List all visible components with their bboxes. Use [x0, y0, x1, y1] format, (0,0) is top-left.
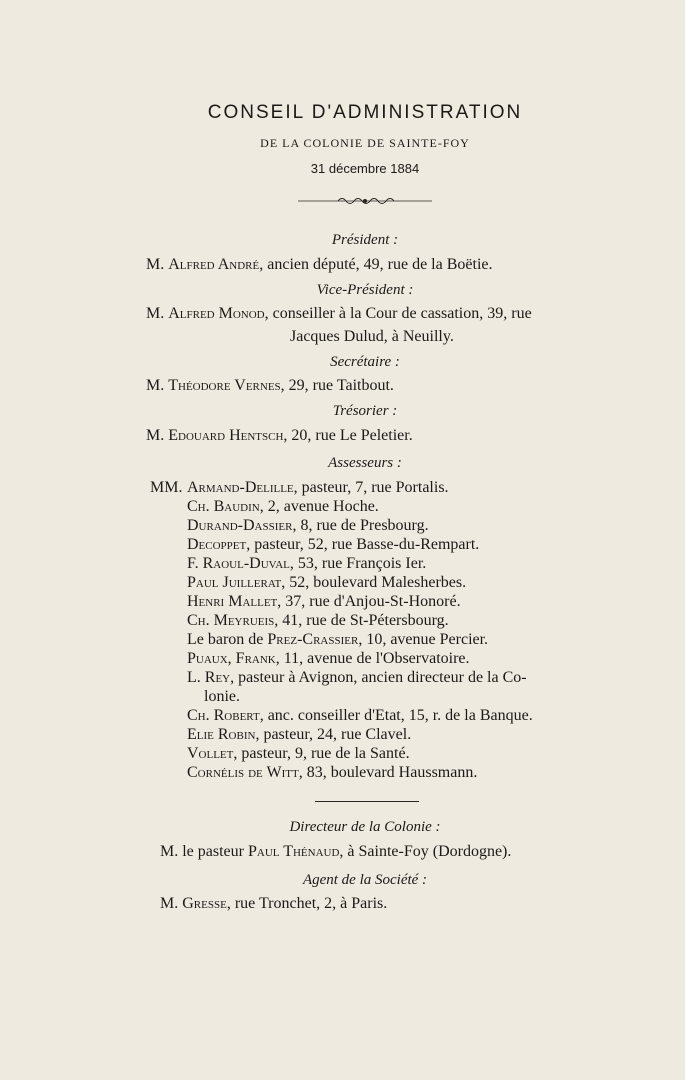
directeur-entry: M. le pasteur Paul Thénaud, à Sainte-Foy (Dordogne).: [160, 843, 512, 860]
assesseur-entry: Ch. Robert, anc. conseiller d'Etat, 15, r. de la Banque.: [187, 707, 533, 724]
assesseur-entry: Ch. Baudin, 2, avenue Hoche.: [187, 498, 379, 515]
assesseur-entry: Le baron de Prez-Crassier, 10, avenue Percier.: [187, 631, 489, 648]
assesseur-entry: Vollet, pasteur, 9, rue de la Santé.: [187, 745, 410, 762]
secretaire-name: Théodore Vernes: [168, 377, 281, 394]
president-entry: M. Alfred André, ancien député, 49, rue de la Boëtie.: [146, 256, 493, 273]
president-name: Alfred André: [168, 256, 260, 273]
secretaire-heading: Secrétaire :: [330, 354, 400, 370]
assesseur-entry: Armand-Delille, pasteur, 7, rue Portalis.: [187, 479, 449, 496]
assesseur-entry: Paul Juillerat, 52, boulevard Malesherbes.: [187, 574, 467, 591]
vice-president-name: Alfred Monod: [168, 305, 265, 322]
assesseur-entry-continuation: lonie.: [204, 688, 240, 705]
page-subtitle: DE LA COLONIE DE SAINTE-FOY: [260, 136, 470, 150]
directeur-name: Paul Thénaud: [247, 843, 340, 860]
tresorier-name: Edouard Hentsch: [168, 427, 284, 444]
tresorier-heading: Trésorier :: [332, 403, 398, 419]
agent-entry: M. Gresse, rue Tronchet, 2, à Paris.: [160, 895, 388, 912]
vice-president-entry-line2: Jacques Dulud, à Neuilly.: [290, 328, 454, 345]
directeur-heading: Directeur de la Colonie :: [289, 819, 441, 835]
agent-name: Gresse: [182, 895, 227, 912]
page-title: CONSEIL D'ADMINISTRATION: [207, 102, 523, 123]
tresorier-entry: M. Edouard Hentsch, 20, rue Le Peletier.: [146, 427, 413, 444]
assesseur-entry: Henri Mallet, 37, rue d'Anjou-St-Honoré.: [187, 593, 461, 610]
assesseur-entry: F. Raoul-Duval, 53, rue François Ier.: [187, 555, 427, 572]
document-date: 31 décembre 1884: [310, 161, 420, 176]
assesseur-entry: Cornélis de Witt, 83, boulevard Haussmann.: [187, 764, 478, 781]
assesseur-entry: L. Rey, pasteur à Avignon, ancien directeur de la Co-: [187, 669, 527, 686]
section-divider: [315, 801, 419, 802]
vice-president-heading: Vice-Président :: [316, 282, 414, 298]
agent-heading: Agent de la Société :: [302, 872, 428, 888]
ornament-divider: [298, 192, 432, 208]
assesseur-entry: Decoppet, pasteur, 52, rue Basse-du-Rempart.: [187, 536, 480, 553]
assesseur-entry: Ch. Meyrueis, 41, rue de St-Pétersbourg.: [187, 612, 449, 629]
assesseur-entry: Durand-Dassier, 8, rue de Presbourg.: [187, 517, 429, 534]
assesseurs-heading: Assesseurs :: [328, 455, 402, 471]
assesseurs-mm-prefix: MM.: [150, 479, 183, 496]
assesseur-entry: Puaux, Frank, 11, avenue de l'Observatoire.: [187, 650, 470, 667]
vice-president-entry: M. Alfred Monod, conseiller à la Cour de cassation, 39, rue: [146, 305, 532, 322]
assesseur-entry: Elie Robin, pasteur, 24, rue Clavel.: [187, 726, 412, 743]
secretaire-entry: M. Théodore Vernes, 29, rue Taitbout.: [146, 377, 394, 394]
president-heading: Président :: [331, 232, 399, 248]
